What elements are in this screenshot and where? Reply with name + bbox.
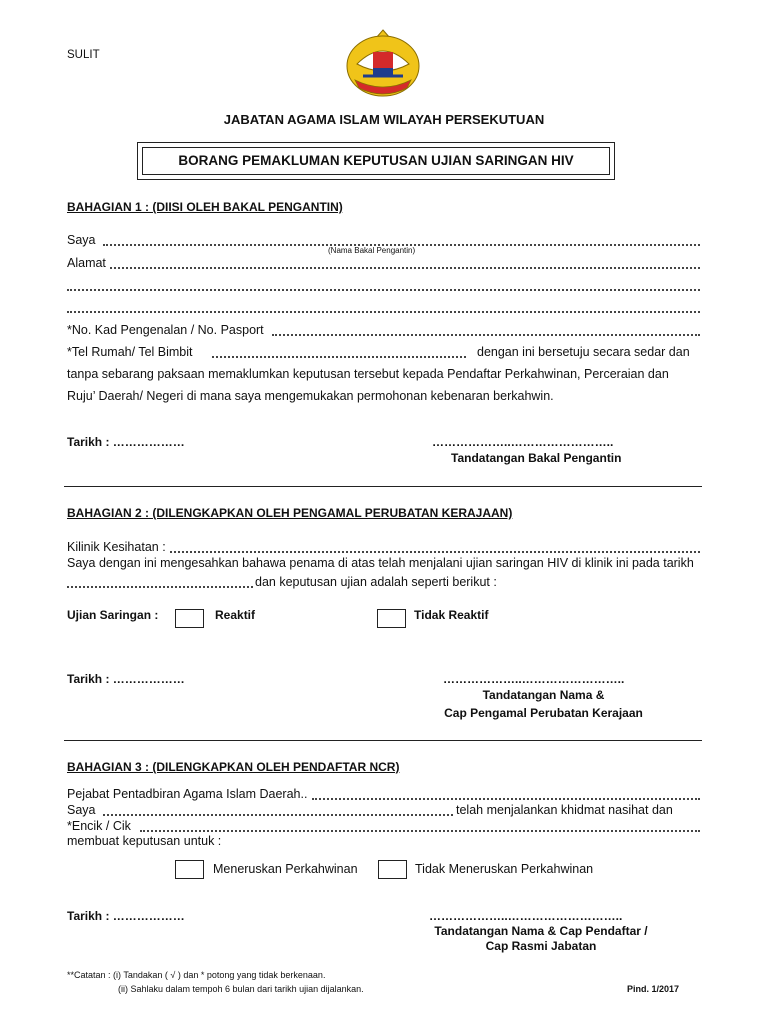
non-reactive-checkbox[interactable] xyxy=(377,609,406,628)
certify-line-2: dan keputusan ujian adalah seperti berikut : xyxy=(255,575,497,589)
office-label: Pejabat Pentadbiran Agama Islam Daerah.. xyxy=(67,787,308,801)
section1-signature-label: Tandatangan Bakal Pengantin xyxy=(451,451,622,465)
classification-label: SULIT xyxy=(67,49,100,61)
section-divider-2 xyxy=(64,740,702,741)
decision-text: membuat keputusan untuk : xyxy=(67,834,222,848)
counsel-text: telah menjalankan khidmat nasihat dan xyxy=(456,803,673,817)
crest-logo xyxy=(343,24,423,100)
reactive-checkbox[interactable] xyxy=(175,609,204,628)
section2-heading: BAHAGIAN 2 : (DILENGKAPKAN OLEH PENGAMAL PERUBATAN KERAJAAN) xyxy=(67,506,513,520)
section1-signature-line[interactable]: ………………..…………………….. xyxy=(432,435,614,449)
section3-signature-label-2: Cap Rasmi Jabatan xyxy=(485,939,597,953)
section2-signature-line[interactable]: ………………..…………………….. xyxy=(443,672,625,686)
section3-signature-label-1: Tandatangan Nama & Cap Pendaftar / xyxy=(434,924,648,938)
footnote-1: **Catatan : (i) Tandakan ( √ ) dan * potong yang tidak berkenaan. xyxy=(67,970,326,980)
section2-signature-label-2: Cap Pengamal Perubatan Kerajaan xyxy=(444,706,643,720)
consent-line-1: dengan ini bersetuju secara sedar dan xyxy=(477,345,690,359)
name-hint: (Nama Bakal Pengantin) xyxy=(328,246,416,255)
tel-field[interactable] xyxy=(212,356,466,358)
section2-date[interactable]: Tarikh : ……………… xyxy=(67,672,185,686)
non-reactive-label: Tidak Reaktif xyxy=(414,608,489,622)
section-divider-1 xyxy=(64,486,702,487)
encik-field[interactable] xyxy=(140,830,700,832)
encik-label: *Encik / Cik xyxy=(67,819,131,833)
form-title-box xyxy=(137,142,615,180)
address-line-2[interactable] xyxy=(67,289,700,291)
discontinue-checkbox[interactable] xyxy=(378,860,407,879)
consent-line-3: Ruju’ Daerah/ Negeri di mana saya mengemukakan permohonan kebenaran berkahwin. xyxy=(67,389,554,403)
footnote-2: (ii) Sahlaku dalam tempoh 6 bulan dari tarikh ujian dijalankan. xyxy=(118,984,364,994)
test-date-field[interactable] xyxy=(67,586,253,588)
section1-date[interactable]: Tarikh : ……………… xyxy=(67,435,185,449)
office-field[interactable] xyxy=(312,798,700,800)
section3-saya-label: Saya xyxy=(67,803,96,817)
clinic-label: Kilinik Kesihatan : xyxy=(67,540,166,554)
discontinue-label: Tidak Meneruskan Perkahwinan xyxy=(415,862,594,876)
form-title: BORANG PEMAKLUMAN KEPUTUSAN UJIAN SARINGAN HIV xyxy=(178,153,574,168)
section3-heading: BAHAGIAN 3 : (DILENGKAPKAN OLEH PENDAFTAR NCR) xyxy=(67,760,400,774)
consent-line-2: tanpa sebarang paksaan memaklumkan keputusan tersebut kepada Pendaftar Perkahwinan, Perceraian dan xyxy=(67,367,669,381)
saya-label: Saya xyxy=(67,233,96,247)
ic-label: *No. Kad Pengenalan / No. Pasport xyxy=(67,323,264,337)
ic-field[interactable] xyxy=(272,334,700,336)
address-line-1[interactable] xyxy=(110,267,700,269)
address-line-3[interactable] xyxy=(67,311,700,313)
clinic-field[interactable] xyxy=(170,551,700,553)
department-title: JABATAN AGAMA ISLAM WILAYAH PERSEKUTUAN xyxy=(223,112,545,127)
continue-checkbox[interactable] xyxy=(175,860,204,879)
registrar-name-field[interactable] xyxy=(103,814,453,816)
section3-signature-line[interactable]: ………………..……………………….. xyxy=(429,909,623,923)
certify-line-1: Saya dengan ini mengesahkan bahawa penama di atas telah menjalani ujian saringan HIV di klinik ini pada tarikh xyxy=(67,556,694,570)
tel-label: *Tel Rumah/ Tel Bimbit xyxy=(67,345,193,359)
continue-label: Meneruskan Perkahwinan xyxy=(213,862,358,876)
form-reference: Pind. 1/2017 xyxy=(627,984,680,994)
test-label: Ujian Saringan : xyxy=(67,608,159,622)
section1-heading: BAHAGIAN 1 : (DIISI OLEH BAKAL PENGANTIN) xyxy=(67,200,343,214)
section3-date[interactable]: Tarikh : ……………… xyxy=(67,909,185,923)
reactive-label: Reaktif xyxy=(215,608,256,622)
section2-signature-label-1: Tandatangan Nama & xyxy=(482,688,605,702)
alamat-label: Alamat xyxy=(67,256,106,270)
